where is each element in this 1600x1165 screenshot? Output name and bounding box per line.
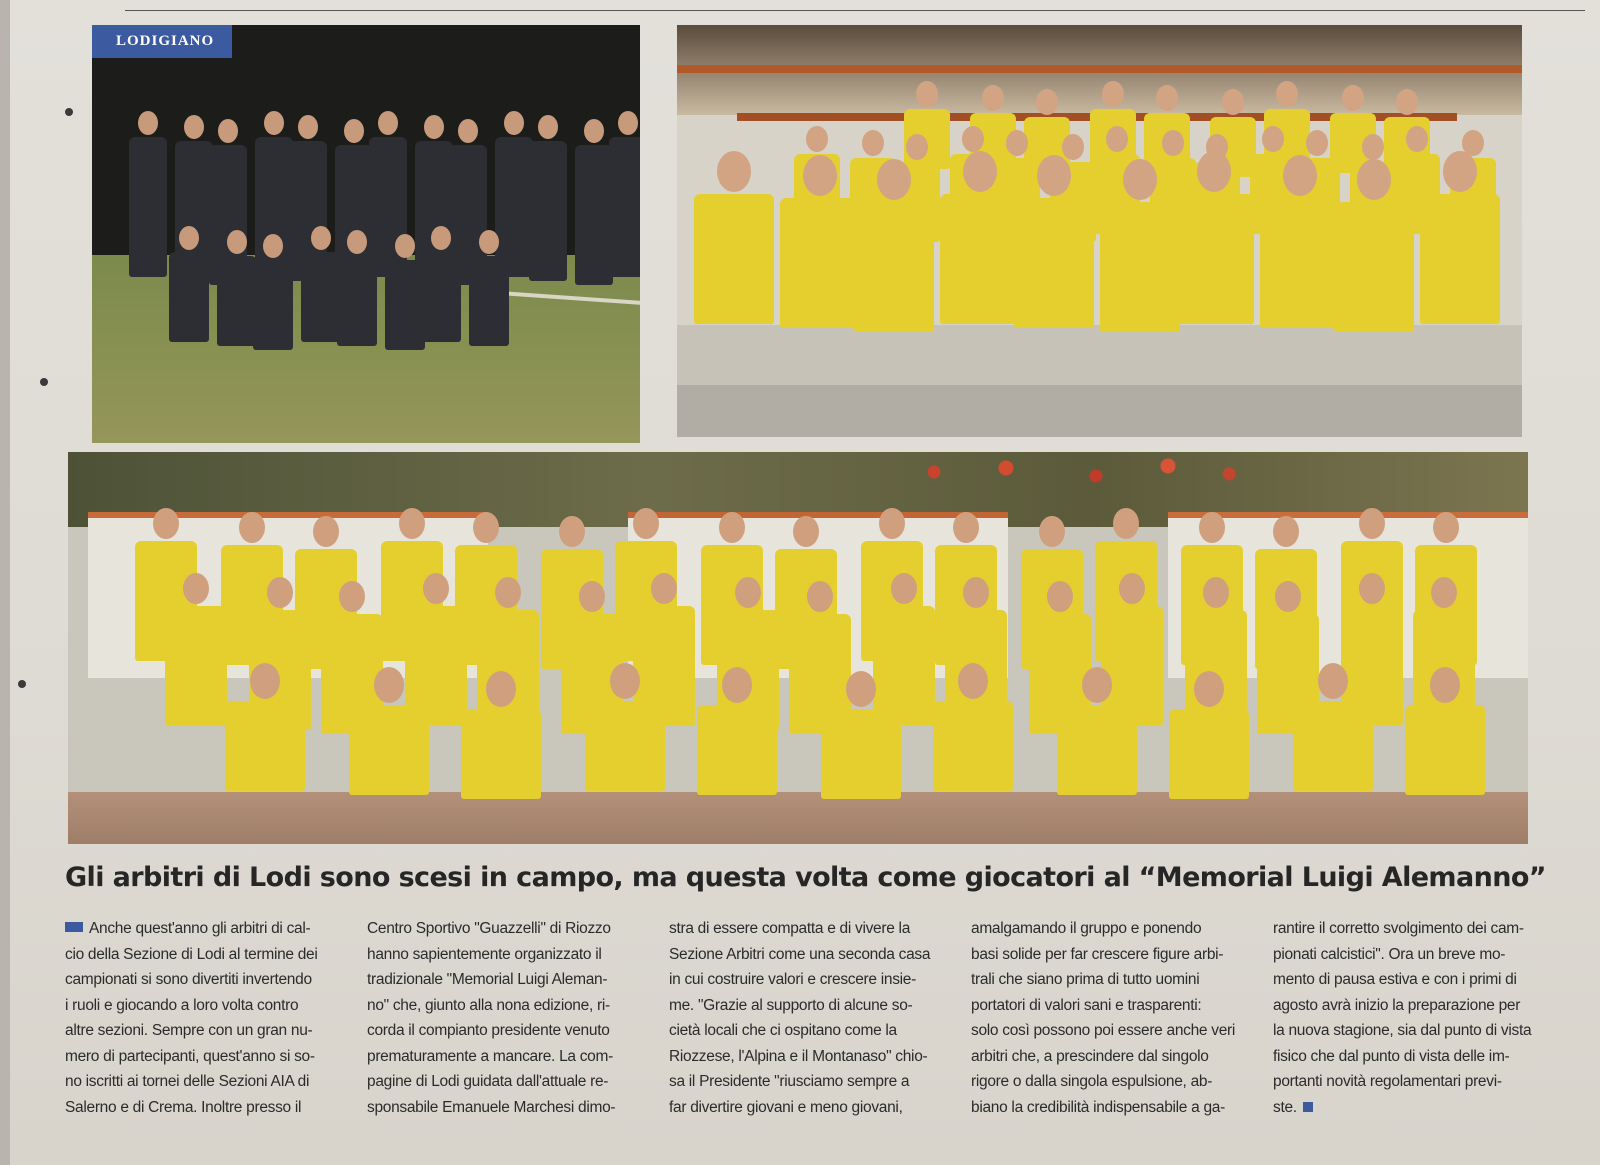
article-line: pagine di Lodi guidata dall'attuale re- — [367, 1073, 609, 1090]
headline: Gli arbitri di Lodi sono scesi in campo, ma questa volta come giocatori al “Memorial Luigi Alemanno” — [65, 862, 1546, 893]
article-column-1 — [65, 916, 347, 1120]
article-line: portanti novità regolamentari previ- — [1273, 1073, 1502, 1090]
article-end-marker — [1303, 1102, 1313, 1112]
article-line: rigore o dalla singola espulsione, ab- — [971, 1073, 1213, 1090]
photo-team-night-match — [92, 25, 640, 443]
binder-hole — [65, 108, 73, 116]
article-line: in cui costruire valori e crescere insie- — [669, 971, 916, 988]
article-line: no" che, giunto alla nona edizione, ri- — [367, 996, 610, 1014]
article-line: solo così possono poi essere anche veri — [971, 1022, 1236, 1039]
photo-referees-on-steps — [677, 25, 1522, 437]
article-line: tradizionale "Memorial Luigi Aleman- — [367, 971, 608, 988]
article-line: stra di essere compatta e di vivere la — [669, 920, 911, 937]
article-line: mero di partecipanti, quest'anno si so- — [65, 1047, 315, 1065]
article-line: portatori di valori sani e trasparenti: — [971, 996, 1202, 1014]
article-line: pionati calcistici". Ora un breve mo- — [1273, 945, 1506, 963]
article-line: cio della Sezione di Lodi al termine dei — [65, 945, 318, 963]
article-start-marker — [65, 922, 83, 932]
binder-hole — [40, 378, 48, 386]
article-line: hanno sapientemente organizzato il — [367, 945, 602, 963]
article-column-4 — [971, 916, 1253, 1120]
article-column-3 — [669, 916, 951, 1120]
binder-hole — [18, 680, 26, 688]
article-line: agosto avrà inizio la preparazione per — [1273, 996, 1521, 1014]
article-column-5 — [1273, 916, 1555, 1120]
article-line: i ruoli e giocando a loro volta contro — [65, 996, 299, 1014]
photo-large-group — [68, 452, 1528, 844]
article-line: Salerno e di Crema. Inoltre presso il — [65, 1098, 302, 1116]
article-body — [65, 916, 1565, 1156]
article-line: Centro Sportivo "Guazzelli" di Riozzo — [367, 920, 611, 937]
article-line: la nuova stagione, sia dal punto di vista — [1273, 1022, 1532, 1039]
article-line: me. "Grazie al supporto di alcune so- — [669, 996, 913, 1014]
article-line: rantire il corretto svolgimento dei cam- — [1273, 920, 1524, 937]
article-line: fisico che dal punto di vista delle im- — [1273, 1047, 1510, 1065]
article-line: cietà locali che ci ospitano come la — [669, 1022, 897, 1039]
section-label: LODIGIANO — [92, 25, 232, 58]
article-line: mento di pausa estiva e con i primi di — [1273, 971, 1517, 988]
article-column-2 — [367, 916, 649, 1120]
article-line: sa il Presidente "riusciamo sempre a — [669, 1073, 910, 1090]
article-line: far divertire giovani e meno giovani, — [669, 1098, 903, 1116]
article-line: Anche quest'anno gli arbitri di cal- — [65, 916, 347, 942]
article-line: Sezione Arbitri come una seconda casa — [669, 945, 931, 963]
article-line: prematuramente a mancare. La com- — [367, 1047, 613, 1065]
article-line: corda il compianto presidente venuto — [367, 1022, 610, 1039]
top-rule — [125, 10, 1585, 11]
article-line: campionati si sono divertiti invertendo — [65, 971, 312, 988]
article-line: biano la credibilità indispensabile a ga- — [971, 1098, 1225, 1116]
article-line: trali che siano prima di tutto uomini — [971, 971, 1200, 988]
article-line: Riozzese, l'Alpina e il Montanaso" chio- — [669, 1047, 928, 1065]
article-line: basi solide per far crescere figure arbi- — [971, 945, 1224, 963]
article-line: amalgamando il gruppo e ponendo — [971, 920, 1202, 937]
article-line: ste. — [1273, 1095, 1555, 1121]
article-line: sponsabile Emanuele Marchesi dimo- — [367, 1098, 616, 1116]
article-line: no iscritti ai tornei delle Sezioni AIA di — [65, 1073, 310, 1090]
article-line: arbitri che, a prescindere dal singolo — [971, 1047, 1209, 1065]
article-line: altre sezioni. Sempre con un gran nu- — [65, 1022, 313, 1039]
newspaper-page — [10, 0, 1600, 1165]
